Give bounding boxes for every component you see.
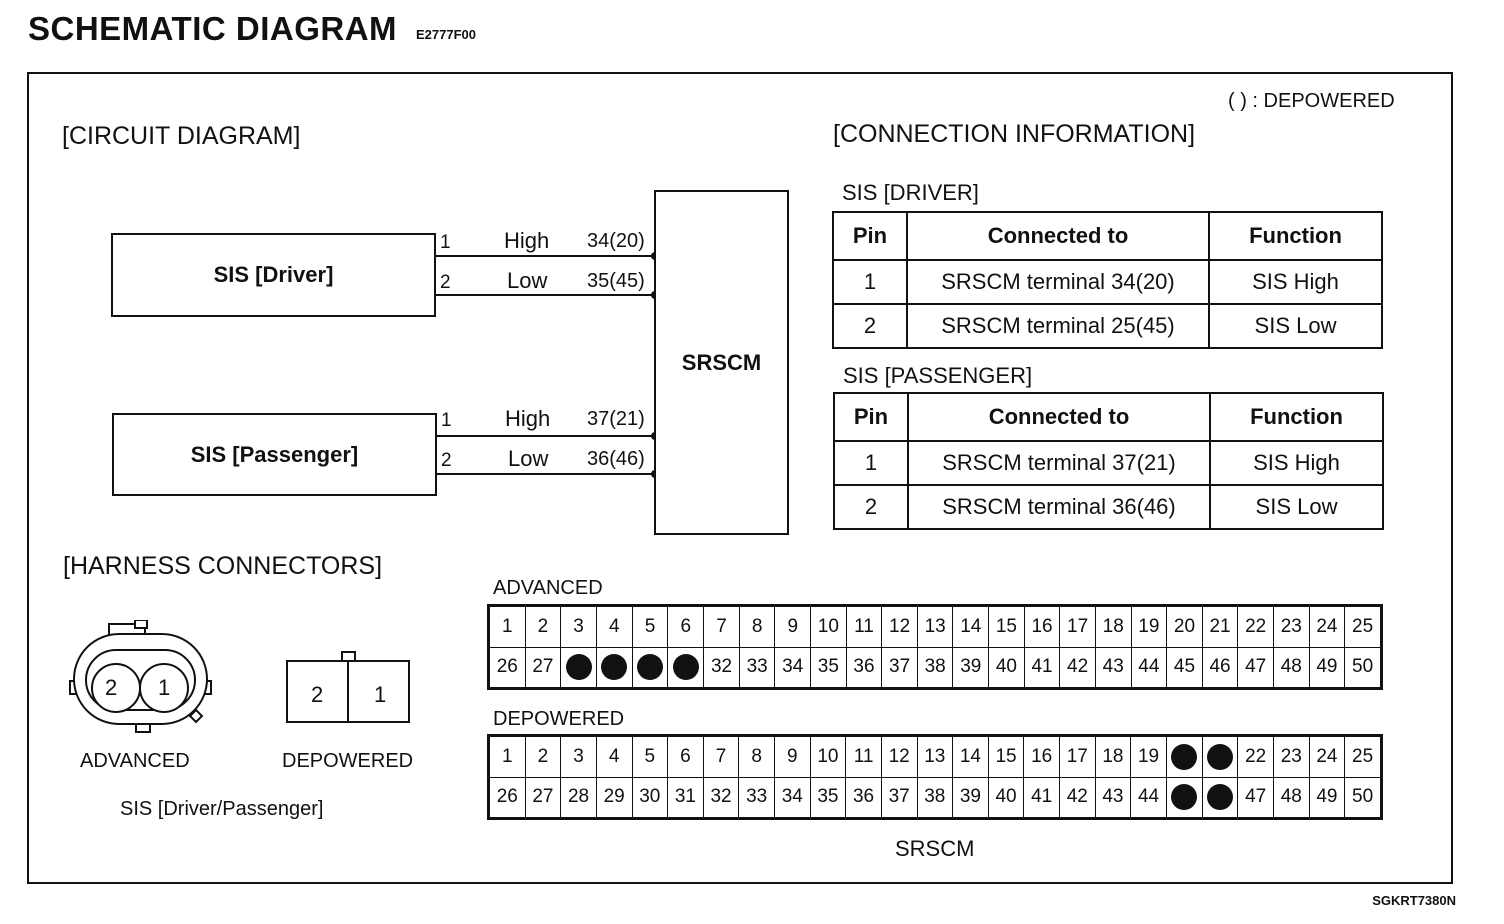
depowered-pin-cell: 48 — [1274, 777, 1310, 819]
advanced-pin-cell: 22 — [1238, 606, 1274, 648]
depowered-grid-title: DEPOWERED — [493, 708, 625, 730]
driver-terminal-low: 35(45) — [587, 270, 645, 292]
depowered-pin-cell: 31 — [668, 777, 704, 819]
passenger-signal-low: Low — [508, 446, 549, 471]
advanced-pin-cell: 44 — [1131, 647, 1167, 689]
filled-pin-icon — [1171, 784, 1197, 810]
depowered-pin-cell: 35 — [810, 777, 846, 819]
advanced-grid-title: ADVANCED — [493, 577, 603, 599]
depowered-pin-cell: 6 — [668, 736, 704, 778]
depowered-pin-cell: 50 — [1345, 777, 1382, 819]
advanced-pin-cell: 8 — [739, 606, 775, 648]
depowered-pin-cell: 39 — [953, 777, 989, 819]
depowered-pin-cell: 7 — [703, 736, 739, 778]
driver-pin-1: 1 — [440, 232, 451, 253]
advanced-pin-cell: 11 — [846, 606, 882, 648]
srscm-depowered-pin-grid — [487, 734, 1383, 820]
advanced-pin-filled — [668, 647, 704, 689]
connected-cell: SRSCM terminal 34(20) — [907, 260, 1209, 304]
advanced-pin-cell: 2 — [525, 606, 561, 648]
page-title: SCHEMATIC DIAGRAM — [28, 10, 398, 47]
depowered-pin-cell: 43 — [1095, 777, 1131, 819]
sis-driver-table — [832, 211, 1383, 349]
passenger-terminal-low: 36(46) — [587, 448, 645, 470]
filled-pin-icon — [1171, 744, 1197, 770]
col-connected-header: Connected to — [907, 212, 1209, 260]
depowered-pin-cell: 29 — [596, 777, 632, 819]
srscm-advanced-pin-grid — [487, 604, 1383, 690]
advanced-pin-cell: 16 — [1024, 606, 1060, 648]
depowered-row — [489, 777, 1382, 819]
advanced-pin-cell: 27 — [525, 647, 561, 689]
col-connected-header: Connected to — [908, 393, 1210, 441]
connection-info-heading: [CONNECTION INFORMATION] — [833, 120, 1196, 148]
document-code: E2777F00 — [416, 27, 476, 42]
depowered-pin-cell: 40 — [988, 777, 1024, 819]
depowered-pin-cell: 32 — [703, 777, 739, 819]
depowered-pin-cell: 26 — [489, 777, 526, 819]
depowered-pin-1-label: 1 — [374, 682, 387, 707]
advanced-pin-cell: 17 — [1060, 606, 1096, 648]
sis-driver-box: SIS [Driver] — [111, 233, 436, 317]
srscm-connector-label: SRSCM — [895, 836, 975, 861]
advanced-pin-cell: 10 — [811, 606, 847, 648]
advanced-pin-cell: 18 — [1095, 606, 1131, 648]
driver-terminal-high: 34(20) — [587, 230, 645, 252]
sis-passenger-table-title: SIS [PASSENGER] — [843, 363, 1033, 388]
advanced-pin-cell: 7 — [704, 606, 740, 648]
function-cell: SIS Low — [1209, 304, 1382, 348]
depowered-pin-cell: 13 — [917, 736, 953, 778]
depowered-pin-cell: 41 — [1024, 777, 1060, 819]
depowered-pin-cell: 8 — [739, 736, 775, 778]
depowered-pin-cell: 16 — [1024, 736, 1060, 778]
depowered-pin-cell: 37 — [881, 777, 917, 819]
advanced-pin-cell: 12 — [882, 606, 918, 648]
depowered-pin-cell: 38 — [917, 777, 953, 819]
pin-cell: 2 — [833, 304, 907, 348]
advanced-row — [489, 647, 1382, 689]
depowered-pin-filled — [1202, 736, 1238, 778]
depowered-pin-cell: 5 — [632, 736, 668, 778]
passenger-terminal-high: 37(21) — [587, 408, 645, 430]
depowered-pin-cell: 47 — [1238, 777, 1274, 819]
advanced-pin-cell: 40 — [989, 647, 1025, 689]
filled-pin-icon — [1207, 784, 1233, 810]
advanced-pin-1-label: 1 — [158, 675, 171, 700]
function-cell: SIS High — [1209, 260, 1382, 304]
advanced-pin-cell: 24 — [1309, 606, 1345, 648]
advanced-pin-cell: 1 — [489, 606, 526, 648]
depowered-pin-cell: 1 — [489, 736, 526, 778]
advanced-pin-cell: 15 — [989, 606, 1025, 648]
function-cell: SIS High — [1210, 441, 1383, 485]
filled-pin-icon — [673, 654, 699, 680]
advanced-pin-cell: 36 — [846, 647, 882, 689]
depowered-pin-cell: 28 — [561, 777, 597, 819]
advanced-pin-cell: 46 — [1202, 647, 1238, 689]
depowered-pin-cell: 34 — [775, 777, 811, 819]
advanced-pin-cell: 13 — [917, 606, 953, 648]
pin-cell: 1 — [833, 260, 907, 304]
sis-passenger-table — [833, 392, 1384, 530]
depowered-pin-cell: 27 — [525, 777, 561, 819]
advanced-pin-cell: 33 — [739, 647, 775, 689]
advanced-pin-2-label: 2 — [105, 675, 118, 700]
driver-signal-high: High — [504, 228, 550, 253]
depowered-pin-cell: 44 — [1131, 777, 1167, 819]
advanced-pin-cell: 26 — [489, 647, 526, 689]
depowered-pin-cell: 36 — [846, 777, 882, 819]
advanced-pin-cell: 20 — [1167, 606, 1203, 648]
advanced-pin-cell: 50 — [1345, 647, 1382, 689]
advanced-pin-cell: 45 — [1167, 647, 1203, 689]
depowered-pin-2-label: 2 — [311, 682, 324, 707]
advanced-pin-cell: 48 — [1273, 647, 1309, 689]
advanced-connector-label: ADVANCED — [80, 750, 190, 772]
table-row — [834, 441, 1383, 485]
depowered-pin-cell: 23 — [1274, 736, 1310, 778]
advanced-pin-cell: 37 — [882, 647, 918, 689]
connected-cell: SRSCM terminal 37(21) — [908, 441, 1210, 485]
connected-cell: SRSCM terminal 25(45) — [907, 304, 1209, 348]
advanced-row — [489, 606, 1382, 648]
advanced-pin-cell: 9 — [775, 606, 811, 648]
advanced-pin-cell: 32 — [704, 647, 740, 689]
harness-connectors-heading: [HARNESS CONNECTORS] — [63, 552, 383, 580]
advanced-pin-cell: 41 — [1024, 647, 1060, 689]
filled-pin-icon — [601, 654, 627, 680]
depowered-pin-cell: 25 — [1345, 736, 1382, 778]
passenger-pin-2: 2 — [441, 450, 452, 471]
advanced-connector-icon — [60, 620, 220, 735]
advanced-pin-cell: 42 — [1060, 647, 1096, 689]
depowered-pin-cell: 17 — [1060, 736, 1096, 778]
advanced-pin-cell: 49 — [1309, 647, 1345, 689]
depowered-pin-cell: 49 — [1309, 777, 1345, 819]
col-function-header: Function — [1210, 393, 1383, 441]
passenger-pin-1: 1 — [441, 410, 452, 431]
pin-cell: 2 — [834, 485, 908, 529]
depowered-legend: ( ) : DEPOWERED — [1228, 90, 1395, 112]
passenger-signal-high: High — [505, 406, 551, 431]
depowered-connector-label: DEPOWERED — [282, 750, 414, 772]
filled-pin-icon — [637, 654, 663, 680]
depowered-pin-cell: 33 — [739, 777, 775, 819]
connected-cell: SRSCM terminal 36(46) — [908, 485, 1210, 529]
sis-driver-table-title: SIS [DRIVER] — [842, 180, 979, 205]
advanced-pin-cell: 38 — [917, 647, 953, 689]
advanced-pin-filled — [596, 647, 632, 689]
advanced-pin-filled — [632, 647, 668, 689]
col-pin-header: Pin — [834, 393, 908, 441]
depowered-pin-filled — [1166, 736, 1202, 778]
depowered-pin-filled — [1166, 777, 1202, 819]
advanced-pin-cell: 39 — [953, 647, 989, 689]
function-cell: SIS Low — [1210, 485, 1383, 529]
advanced-pin-cell: 19 — [1131, 606, 1167, 648]
advanced-pin-cell: 43 — [1095, 647, 1131, 689]
advanced-pin-cell: 25 — [1345, 606, 1382, 648]
figure-id: SGKRT7380N — [1372, 893, 1456, 908]
depowered-pin-cell: 18 — [1095, 736, 1131, 778]
driver-signal-low: Low — [507, 268, 548, 293]
sis-connector-caption: SIS [Driver/Passenger] — [120, 798, 324, 820]
depowered-pin-cell: 22 — [1238, 736, 1274, 778]
table-row — [833, 260, 1382, 304]
depowered-row — [489, 736, 1382, 778]
advanced-pin-cell: 34 — [775, 647, 811, 689]
depowered-pin-cell: 2 — [525, 736, 561, 778]
pin-cell: 1 — [834, 441, 908, 485]
srscm-module-box: SRSCM — [654, 190, 789, 535]
col-function-header: Function — [1209, 212, 1382, 260]
advanced-pin-cell: 23 — [1273, 606, 1309, 648]
depowered-pin-filled — [1202, 777, 1238, 819]
filled-pin-icon — [566, 654, 592, 680]
filled-pin-icon — [1207, 744, 1233, 770]
advanced-pin-filled — [561, 647, 597, 689]
depowered-pin-cell: 14 — [953, 736, 989, 778]
advanced-pin-cell: 35 — [811, 647, 847, 689]
advanced-pin-cell: 3 — [561, 606, 597, 648]
depowered-pin-cell: 3 — [561, 736, 597, 778]
depowered-pin-cell: 11 — [846, 736, 882, 778]
advanced-pin-cell: 47 — [1238, 647, 1274, 689]
advanced-pin-cell: 14 — [953, 606, 989, 648]
depowered-pin-cell: 10 — [810, 736, 846, 778]
advanced-pin-cell: 21 — [1202, 606, 1238, 648]
depowered-pin-cell: 42 — [1060, 777, 1096, 819]
sis-passenger-box: SIS [Passenger] — [112, 413, 437, 496]
depowered-pin-cell: 19 — [1131, 736, 1167, 778]
table-row — [833, 304, 1382, 348]
advanced-pin-cell: 4 — [596, 606, 632, 648]
driver-pin-2: 2 — [440, 272, 451, 293]
depowered-pin-cell: 24 — [1309, 736, 1345, 778]
table-row — [834, 485, 1383, 529]
depowered-pin-cell: 15 — [988, 736, 1024, 778]
depowered-pin-cell: 9 — [775, 736, 811, 778]
depowered-pin-cell: 30 — [632, 777, 668, 819]
circuit-diagram-heading: [CIRCUIT DIAGRAM] — [62, 122, 301, 150]
advanced-pin-cell: 5 — [632, 606, 668, 648]
depowered-connector-icon — [282, 648, 414, 728]
depowered-pin-cell: 4 — [596, 736, 632, 778]
depowered-pin-cell: 12 — [881, 736, 917, 778]
col-pin-header: Pin — [833, 212, 907, 260]
advanced-pin-cell: 6 — [668, 606, 704, 648]
